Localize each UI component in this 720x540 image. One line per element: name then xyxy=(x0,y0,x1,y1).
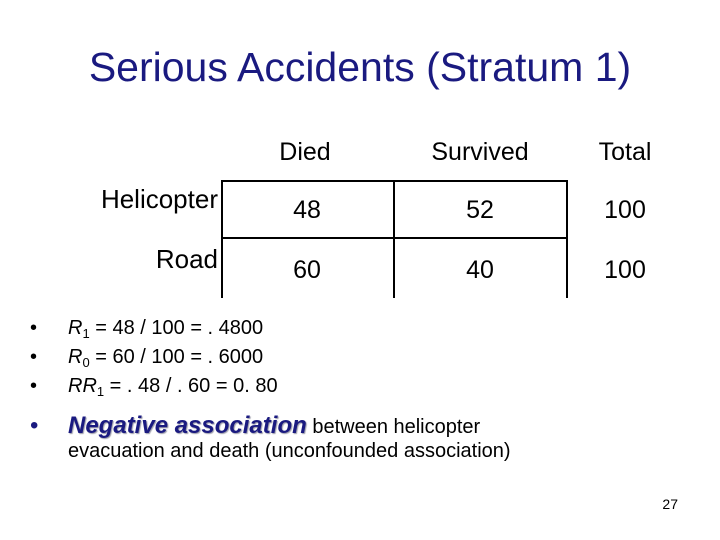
bullet-text: = . 48 / . 60 = 0. 80 xyxy=(104,375,278,397)
table-cell: 40 xyxy=(466,256,494,284)
ratio-symbol: RR xyxy=(68,375,97,397)
bullet-text: = 60 / 100 = . 6000 xyxy=(89,346,264,368)
bullet-dot: • xyxy=(30,317,38,339)
ratio-subscript: 1 xyxy=(82,326,90,341)
ratio-symbol: R xyxy=(68,346,83,368)
slide-title: Serious Accidents (Stratum 1) xyxy=(88,44,632,90)
table-cell: 52 xyxy=(466,196,494,224)
column-header-total: Total xyxy=(598,138,652,166)
conclusion-line xyxy=(30,412,480,440)
page-number: 27 xyxy=(662,496,678,512)
ratio-subscript: 1 xyxy=(96,384,105,399)
bullet-item xyxy=(30,317,263,341)
column-header-died: Died xyxy=(279,138,331,166)
bullet-dot: • xyxy=(30,412,39,439)
conclusion-emphasis: Negative association xyxy=(68,412,307,439)
table-cell: 100 xyxy=(604,196,646,224)
bullet-item xyxy=(30,346,263,370)
conclusion-text: between helicopter xyxy=(306,416,481,438)
table-cell: 48 xyxy=(293,196,321,224)
column-header-survived: Survived xyxy=(431,138,529,166)
table-cell: 60 xyxy=(293,256,321,284)
bullet-dot: • xyxy=(30,346,38,368)
bullet-item xyxy=(30,375,278,399)
row-label-road: Road xyxy=(155,244,218,274)
row-label-helicopter: Helicopter xyxy=(100,184,218,214)
conclusion-continuation: evacuation and death (unconfounded association) xyxy=(68,440,511,462)
bullet-text: = 48 / 100 = . 4800 xyxy=(89,317,264,339)
ratio-symbol: R xyxy=(68,317,83,339)
bullet-dot: • xyxy=(30,375,38,397)
ratio-subscript: 0 xyxy=(82,355,90,370)
table-cell: 100 xyxy=(604,256,646,284)
